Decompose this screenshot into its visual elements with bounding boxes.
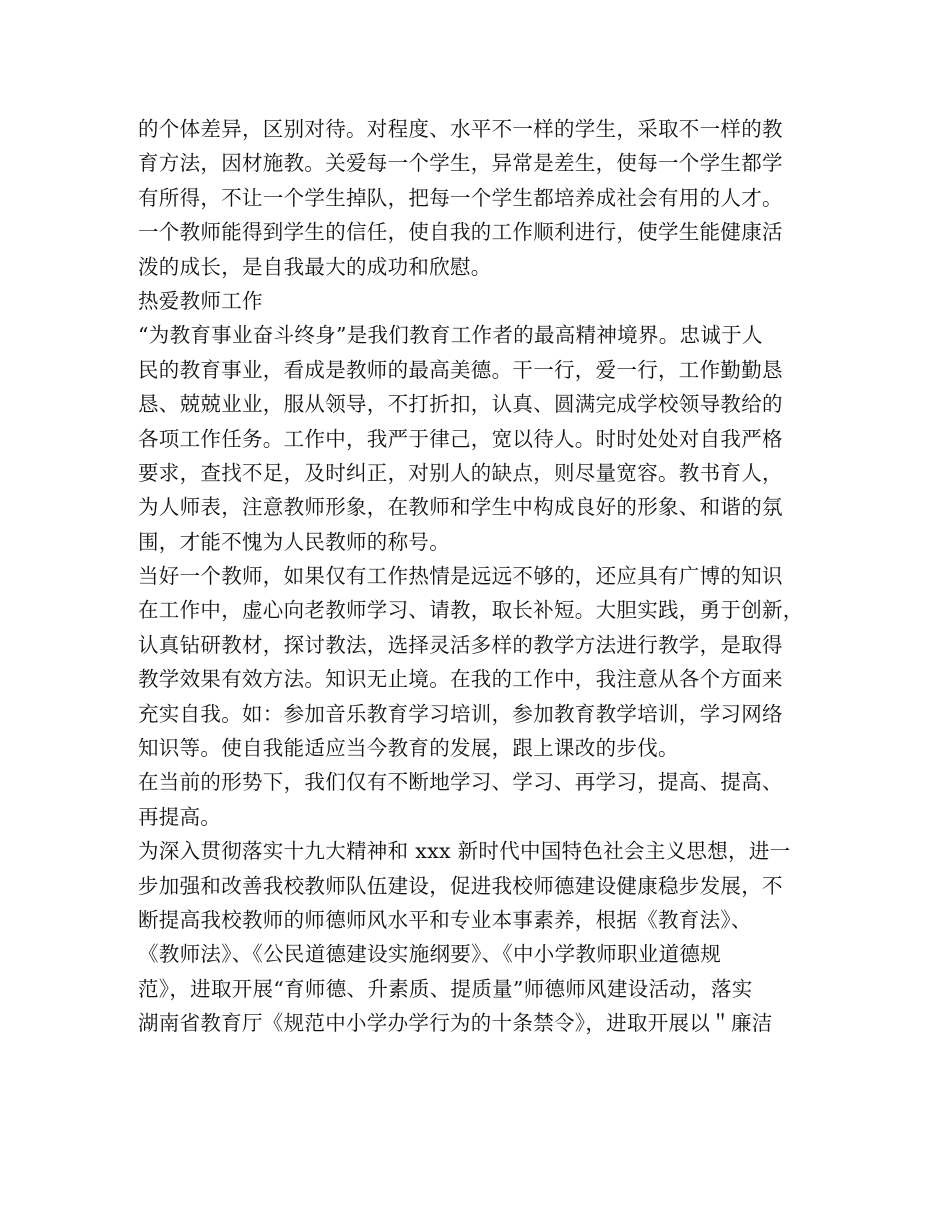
text-line: 恳、兢兢业业，服从领导，不打折扣，认真、圆满完成学校领导教给的: [138, 392, 783, 417]
text-line: 泼的成长，是自我最大的成功和欣慰。: [138, 254, 492, 279]
text-line: 步加强和改善我校教师队伍建设，促进我校师德建设健康稳步发展，不: [138, 873, 783, 898]
text-line: 在当前的形势下，我们仅有不断地学习、学习、再学习，提高、提高、: [138, 770, 783, 795]
text-line: “为教育事业奋斗终身”是我们教育工作者的最高精神境界。忠诚于人: [138, 323, 763, 348]
text-line: 湖南省教育厅《规范中小学办学行为的十条禁令》，进取开展以＂廉洁: [138, 1011, 773, 1036]
text-line: 教学效果有效方法。知识无止境。在我的工作中，我注意从各个方面来: [138, 667, 783, 692]
text-line: 再提高。: [138, 804, 222, 829]
text-line: 为深入贯彻落实十九大精神和 xxx 新时代中国特色社会主义思想，进一: [138, 839, 791, 864]
text-line: 在工作中，虚心向老教师学习、请教，取长补短。大胆实践，勇于创新，: [138, 598, 804, 623]
text-line: 有所得，不让一个学生掉队，把每一个学生都培养成社会有用的人才。: [138, 185, 783, 210]
text-line: 认真钻研教材，探讨教法，选择灵活多样的教学方法进行教学，是取得: [138, 632, 783, 657]
text-line: 育方法，因材施教。关爱每一个学生，异常是差生，使每一个学生都学: [138, 151, 783, 176]
text-line: 各项工作任务。工作中，我严于律己，宽以待人。时时处处对自我严格: [138, 426, 783, 451]
document-body: [138, 112, 828, 1041]
text-line: 围，才能不愧为人民教师的称号。: [138, 529, 450, 554]
text-line: 民的教育事业，看成是教师的最高美德。干一行，爱一行，工作勤勤恳: [138, 357, 783, 382]
text-line: 为人师表，注意教师形象，在教师和学生中构成良好的形象、和谐的氛: [138, 495, 783, 520]
text-line: 知识等。使自我能适应当今教育的发展，跟上课改的步伐。: [138, 736, 679, 761]
text-line: 一个教师能得到学生的信任，使自我的工作顺利进行，使学生能健康活: [138, 220, 783, 245]
text-line: 要求，查找不足，及时纠正，对别人的缺点，则尽量宽容。教书育人，: [138, 460, 783, 485]
section-heading: 热爱教师工作: [138, 288, 263, 313]
text-line: 的个体差异，区别对待。对程度、水平不一样的学生，采取不一样的教: [138, 117, 783, 141]
text-line: 范》，进取开展“育师德、升素质、提质量”师德师风建设活动，落实: [138, 976, 753, 1001]
text-line: 断提高我校教师的师德师风水平和专业本事素养，根据《教育法》、: [138, 907, 752, 932]
text-line: 《教师法》、《公民道德建设实施纲要》、《中小学教师职业道德规: [138, 942, 721, 967]
text-line: 充实自我。如：参加音乐教育学习培训，参加教育教学培训，学习网络: [138, 701, 783, 726]
text-line: 当好一个教师，如果仅有工作热情是远远不够的，还应具有广博的知识: [138, 564, 783, 589]
